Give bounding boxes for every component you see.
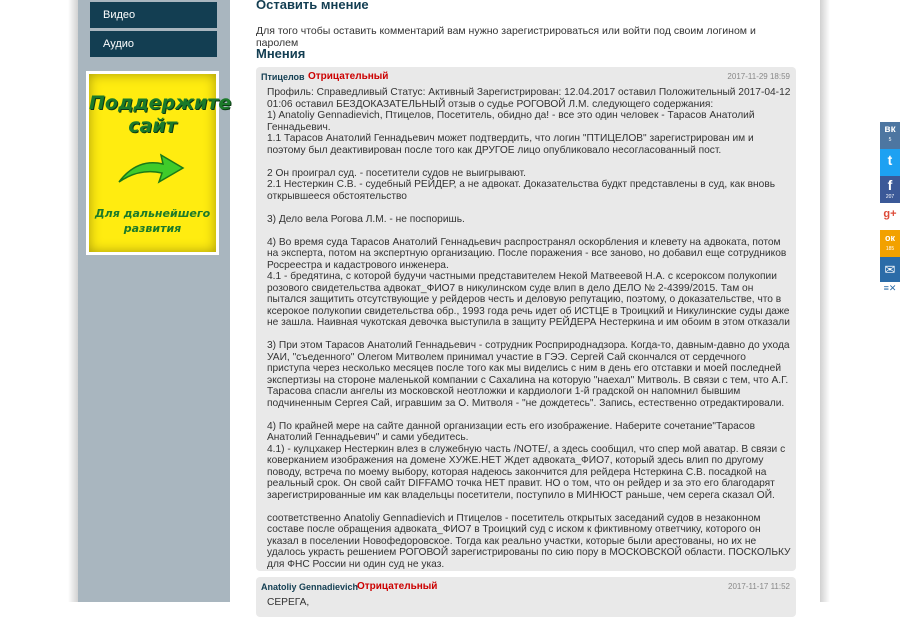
comment-text-line: 01:06 оставил БЕЗДОКАЗАТЕЛЬНЫЙ отзыв о судье РОГОВОЙ Л.М. следующего содержания: xyxy=(267,98,714,110)
comment-body xyxy=(267,87,791,570)
comment-text-line: экспертизы на стороне маленькой компании с Сахалина на которую "наехал" Митволь. В связи с тем, что А.Г. xyxy=(267,374,789,386)
comment-header xyxy=(256,577,796,595)
comment-text-line: Геннадьевич. xyxy=(267,121,331,133)
comment-text-line: приступа через несколько месяцев после того как мы виделись с ним в день его отставки и моей последней xyxy=(267,363,782,374)
comment-text-line: подчиненным Сергея Сай, игравшим за О. Митволя - "не дождетесь". Запись, естественно отредактировали. xyxy=(267,397,785,409)
comment-text-line: на эксперта, потом на экспертную организацию. После поражения - все заново, но добавил еще сотрудников xyxy=(267,248,787,259)
facebook-icon: f xyxy=(887,177,893,193)
comment-blank-line xyxy=(267,225,791,237)
comment-author[interactable]: Anatoliy Gennadievich xyxy=(261,582,359,592)
comment-text-line: Тарасова спасли ангелы из московской неотложки и кардиологи 1-й градской он напомнил бывшим xyxy=(267,386,741,397)
support-site-banner[interactable] xyxy=(86,71,232,255)
comment-author[interactable]: Птицелов xyxy=(261,72,305,82)
comment-text-line: 2 Он проиграл суд. - посетители судов не выигрывают. xyxy=(267,167,526,179)
comment-text-line: ксерокое полукопии свидетельства обр., 1993 года речь идет об ИСТЦЕ в Троицкий и Никулинские суды даже xyxy=(267,305,790,317)
comment-body xyxy=(267,597,791,609)
banner-title-line1: Поддержите xyxy=(89,92,232,114)
google-plus-icon: g+ xyxy=(883,208,897,220)
banner-sub-line1: Для дальнейшего xyxy=(94,207,211,220)
page-shadow-right xyxy=(820,0,830,602)
twitter-icon: t xyxy=(887,152,893,168)
comment-text-line: розового свидетельства адвокат_ФИО7 в никулинском суде влип в дело ДЕЛО № 2-4399/2015. Там он xyxy=(267,282,754,294)
comment-header xyxy=(256,67,796,85)
share-more-button[interactable] xyxy=(880,282,900,295)
banner-title xyxy=(89,92,232,138)
comment-blank-line xyxy=(267,202,791,214)
share-odnoklassniki-button[interactable] xyxy=(880,230,900,257)
comment-text-line: коверканием изображения на домене ХУЖЕ.НЕТ Ждет адвоката_ФИО7, который здесь влип по другому xyxy=(267,455,764,466)
comment-text-line: открывшееся обстоятельство xyxy=(267,190,407,202)
vk-icon: вк xyxy=(884,124,896,135)
comment-text-line: 4) Во время суда Тарасов Анатолий Геннадьевич распространял оскорбления и клевету на адвоката, потом xyxy=(267,236,781,248)
comment-text-line: реальный срок. Он свой сайт DIFFAMO точка НЕТ правит. НО о том, что он рейдер и за это его благодарят xyxy=(267,478,775,489)
comment-text-line: поэтому был деактивирован после того как ДРУГОЕ лицо опубликовало несогласованный пост. xyxy=(267,144,722,156)
comment-text-line: пытался защитить отсутствующие у рейдеров честь и деловую репутацию, поэтому, о доказательстве, что в xyxy=(267,294,782,305)
share-vk-button[interactable] xyxy=(880,122,900,149)
comment-blank-line xyxy=(267,329,791,341)
comment-text-line: составе после обращения адвоката_ФИО7 в Троицкий суд с иском к фиктивному ответчику, которого он xyxy=(267,524,761,535)
leave-opinion-heading: Оставить мнение xyxy=(256,0,369,12)
comment-text-line: для ФНС России ни один суд не указ. xyxy=(267,558,445,570)
main-content xyxy=(256,0,796,608)
comment-text-line: Росреестра и кадастрового инженера. xyxy=(267,259,449,271)
comment-text-line: 1.1 Тарасов Анатолий Геннадьевич может подтвердить, что логин "ПТИЦЕЛОВ" зарегистрирован им и xyxy=(267,133,754,144)
comment-text-line: 4.1 - бредятина, с которой будучи частными представителем Некой Матвеевой Н.А. с ксероксом полукопии xyxy=(267,271,777,282)
comment-text-line: 2.1 Нестеркин С.В. - судебный РЕЙДЕР, а не адвокат. Доказательства будкт представлены в суд, как вновь xyxy=(267,179,776,190)
comment-date: 2017-11-17 11:52 xyxy=(728,582,790,591)
comment-text-line: поводу, встреча по моему выбору, которая надеюсь закончится для рейдера Нстеркина С.В. посадкой на xyxy=(267,466,767,478)
comment-text-line: 1) Anatoliy Gennadievich, Птицелов, Посетитель, обидно да! - все это один человек - Тарасов Анатолий xyxy=(267,110,755,121)
comment-blank-line xyxy=(267,501,791,513)
sidebar-item-video[interactable]: Видео xyxy=(90,2,217,28)
comment-text-line: не зашла. Наивная чукотская девочка выступила в защиту РЕЙДЕРА Нестеркина и им обоим в этом отказали xyxy=(267,317,790,328)
share-twitter-button[interactable] xyxy=(880,149,900,176)
comment-blank-line xyxy=(267,409,791,421)
share-facebook-button[interactable] xyxy=(880,176,900,203)
comment-text-line: соответственно Anatoliy Gennadievich и Птицелов - посетитель открытых заседаний судов в незаконном xyxy=(267,512,761,524)
comment-rating: Отрицательный xyxy=(308,71,389,82)
comment-text-line: зарегистрированные им как владельцы посетители, поступило в МИНЮСТ раньше, чем серега сказал ОЙ. xyxy=(267,489,775,501)
odnoklassniki-icon: ок xyxy=(884,233,895,243)
opinions-heading: Мнения xyxy=(256,46,306,61)
comment-text-line: указал в поселении Новофедоровское. Тогда как реально участки, которые были арестованы, но их не xyxy=(267,535,757,547)
share-google-plus-button[interactable] xyxy=(880,203,900,230)
arrow-right-icon xyxy=(117,152,185,188)
more-close-icon: ≡✕ xyxy=(883,283,897,293)
mail-icon: ✉ xyxy=(884,262,896,277)
comment-text-line: Анатолий Геннадьевич" и сами убедитесь. xyxy=(267,432,469,443)
leave-opinion-notice: Для того чтобы оставить комментарий вам нужно зарегистрироваться или войти под своим логином и паролем xyxy=(256,25,756,49)
comment-date: 2017-11-29 18:59 xyxy=(727,72,790,81)
comment-text-line: 3) При этом Тарасов Анатолий Геннадьевич - сотрудник Росприроднадзора. Когда-то, давным-давно до ухода xyxy=(267,340,790,351)
comment-text-line: УАИ, "съеденного" Олегом Митволем принимал участие в ГЭЭ. Сергей Сай скончался от сердечного xyxy=(267,351,746,363)
sidebar-item-audio[interactable]: Аудио xyxy=(90,31,217,57)
comment-item xyxy=(256,67,796,571)
share-count: 207 xyxy=(885,194,895,200)
comment-rating: Отрицательный xyxy=(357,581,438,592)
comment-text-line: удалось украсть решением РОГОВОЙ зарегистрированы по сию пору в МОСКОВСКОЙ области. ПОСКОЛЬКУ xyxy=(267,547,791,558)
comment-text-line: Профиль: Справедливый Статус: Активный Зарегистрирован: 12.04.2017 оставил Положительный 2017-04-12 xyxy=(267,87,791,98)
comment-text-line: СЕРЕГА, xyxy=(267,597,310,608)
banner-subtitle xyxy=(89,206,216,236)
banner-sub-line2: развития xyxy=(123,222,182,235)
comment-text-line: 4.1) - кулцхакер Нестеркин влез в служебную часть /NOTE/, а здесь сообщил, что спер мой аватар. В связи с xyxy=(267,443,786,455)
banner-title-line2: сайт xyxy=(128,115,177,137)
share-mail-button[interactable] xyxy=(880,257,900,282)
comment-text-line: 4) По крайней мере на сайте данной организации есть его изображение. Наберите сочетание"Тарасов xyxy=(267,420,756,432)
comment-text-line: 3) Дело вела Рогова Л.М. - не поспоришь. xyxy=(267,213,465,225)
sidebar xyxy=(78,0,230,602)
banner-image xyxy=(89,74,232,252)
share-count: 5 xyxy=(888,137,892,143)
comment-blank-line xyxy=(267,156,791,168)
share-count: 185 xyxy=(885,246,895,252)
page-shadow-left xyxy=(68,0,78,602)
comment-item xyxy=(256,577,796,617)
